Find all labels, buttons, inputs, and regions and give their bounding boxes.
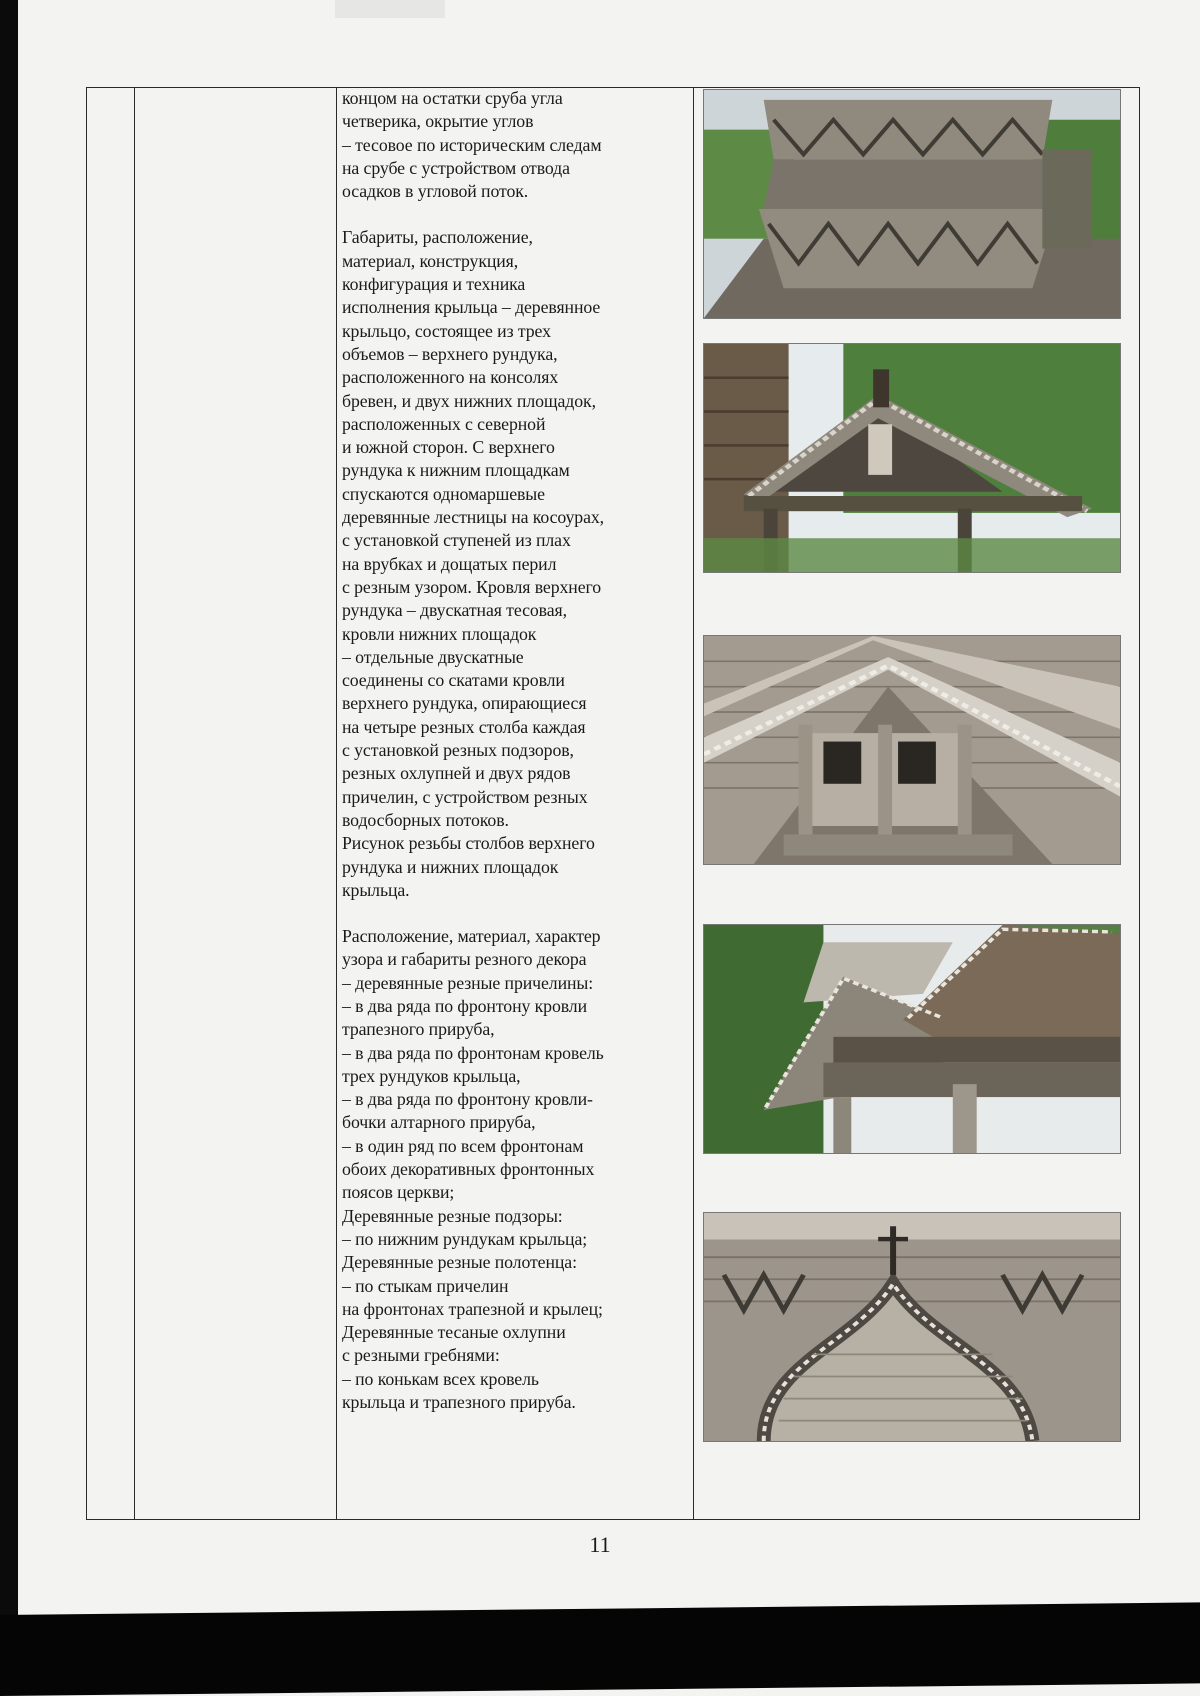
photo-double-bargeboards xyxy=(703,635,1121,865)
photo-porch-gable xyxy=(703,343,1121,573)
text-block-porch: Габариты, расположение, материал, конструкция, конфигурация и техника исполнения крыльца – деревянное крыльцо, состоящее из трех объемов – верхнего рундука, расположенного на консолях бревен, и двух нижних площадок, расположенных с северной и южной сторон. С верхнего рундука к нижним площадкам спускаются одномаршевые деревянные лестницы на косоурах, с установкой ступеней из плах на врубках и дощатых перил с резным узором. Кровля верхнего рундука – двускатная тесовая, кровли нижних площадок – отдельные двускатные соединены со скатами кровли верхнего рундука, опирающиеся на четыре резных столба каждая с установкой резных подзоров, резных охлупней и двух рядов причелин, с устройством резных водосборных потоков. Рисунок резьбы столбов верхнего рундука и нижних площадок крыльца. xyxy=(342,227,605,900)
photo-barrel-gable xyxy=(703,1212,1121,1442)
column-divider xyxy=(134,88,135,1519)
scan-edge-bottom xyxy=(0,1602,1200,1696)
text-block-carved-decor: Расположение, материал, характер узора и габариты резного декора – деревянные резные причелины: – в два ряда по фронтону кровли трапезного прируба, – в два ряда по фронтонам кровель трех рундуков крыльца, – в два ряда по фронтону кровли- бочки алтарного прируба, – в один ряд по всем фронтонам обоих декоративных фронтонных поясов церкви; Деревянные резные подзоры: – по нижним рундукам крыльца; Деревянные резные полотенца: – по стыкам причелин на фронтонах трапезной и крылец; Деревянные тесаные охлупни с резными гребнями: – по конькам всех кровель крыльца и трапезного прируба. xyxy=(342,926,604,1413)
scan-artifact xyxy=(335,0,445,18)
scan-edge-left xyxy=(0,0,18,1640)
column-divider xyxy=(336,88,337,1519)
column-divider xyxy=(693,88,694,1519)
text-block-roof-corners: концом на остатки сруба угла четверика, окрытие углов – тесовое по историческим следам на срубе с устройством отвода осадков в угловой поток. xyxy=(342,88,602,202)
photo-porch-roofs xyxy=(703,924,1121,1154)
description-cell xyxy=(342,87,687,1414)
page-number: 11 xyxy=(589,1532,611,1557)
photo-drum-tiers xyxy=(703,89,1121,319)
